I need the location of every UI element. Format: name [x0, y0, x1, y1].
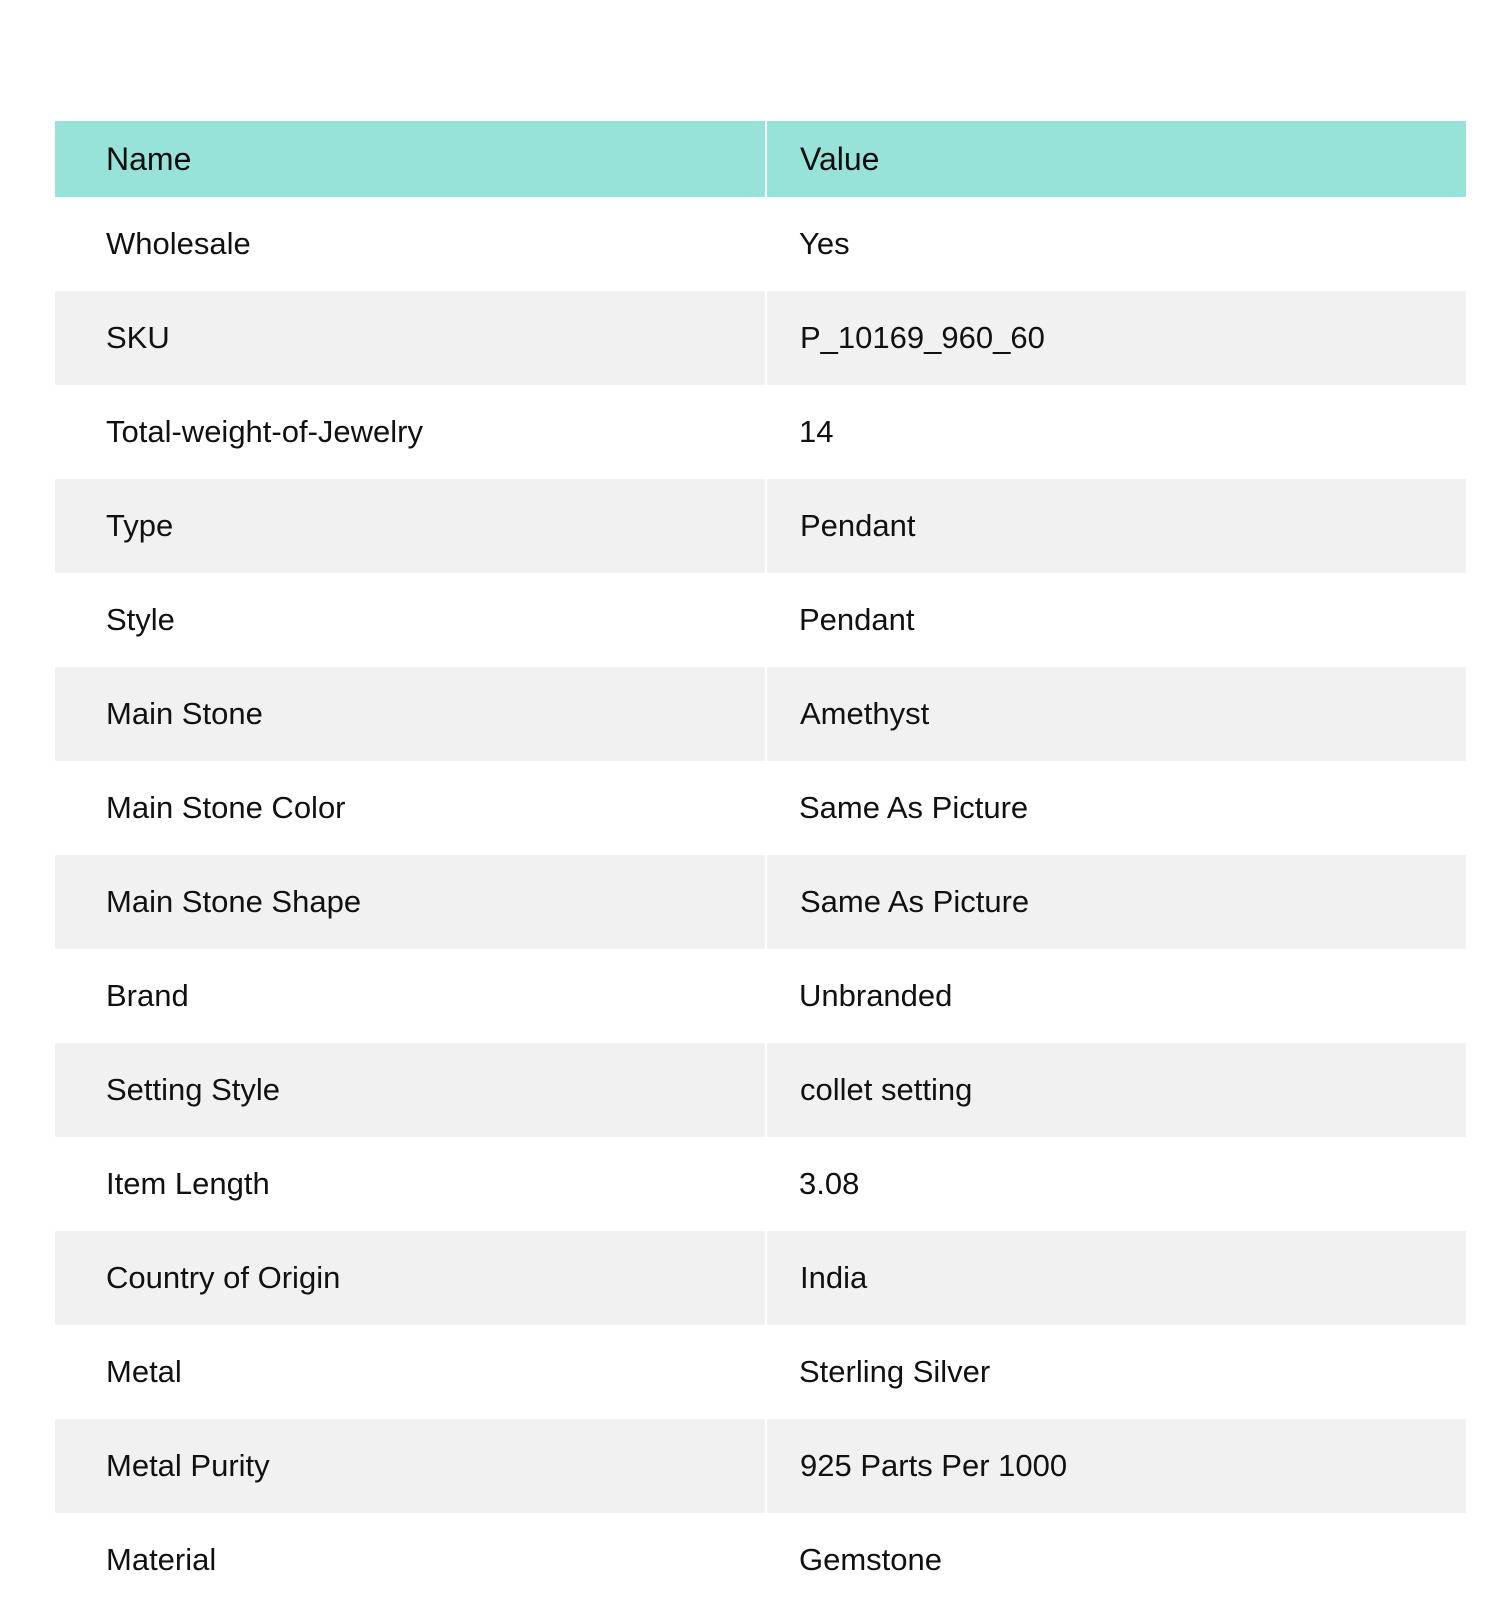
row-name: Setting Style	[106, 1072, 281, 1107]
header-name-label: Name	[106, 140, 192, 177]
table-row	[55, 1231, 1466, 1325]
row-name: Item Length	[106, 1166, 270, 1201]
row-name: Country of Origin	[106, 1260, 341, 1295]
row-value-cell	[766, 1513, 1466, 1607]
table-row	[55, 667, 1466, 761]
row-name: SKU	[106, 320, 170, 355]
row-value: Sterling Silver	[799, 1354, 991, 1389]
row-name-cell	[55, 479, 766, 573]
table-row	[55, 855, 1466, 949]
table-row	[55, 1137, 1466, 1231]
table-row	[55, 1325, 1466, 1419]
row-name-cell	[55, 385, 766, 479]
row-value-cell	[766, 291, 1466, 385]
row-value-cell	[766, 573, 1466, 667]
row-name-cell	[55, 1231, 766, 1325]
header-name	[55, 121, 766, 197]
table-row	[55, 1513, 1466, 1607]
row-name-cell	[55, 667, 766, 761]
row-value-cell	[766, 949, 1466, 1043]
row-value: Pendant	[800, 508, 916, 543]
table-row	[55, 1419, 1466, 1513]
table-row	[55, 385, 1466, 479]
header-value-label: Value	[800, 140, 880, 177]
row-value-cell	[766, 197, 1466, 291]
row-value-cell	[766, 1419, 1466, 1513]
row-value: P_10169_960_60	[800, 320, 1045, 355]
row-name: Main Stone Color	[106, 790, 346, 825]
row-name: Type	[106, 508, 174, 543]
row-value-cell	[766, 479, 1466, 573]
row-value: Yes	[799, 226, 850, 261]
header-value	[766, 121, 1466, 197]
row-name: Total-weight-of-Jewelry	[106, 414, 423, 449]
row-value-cell	[766, 1231, 1466, 1325]
row-name-cell	[55, 1137, 766, 1231]
row-value: Amethyst	[800, 696, 930, 731]
row-value: Unbranded	[799, 978, 953, 1013]
row-name-cell	[55, 1325, 766, 1419]
row-value-cell	[766, 1325, 1466, 1419]
row-name-cell	[55, 1419, 766, 1513]
row-value: 925 Parts Per 1000	[800, 1448, 1068, 1483]
row-name-cell	[55, 1043, 766, 1137]
row-value-cell	[766, 1043, 1466, 1137]
row-name-cell	[55, 1513, 766, 1607]
row-name-cell	[55, 855, 766, 949]
row-name: Main Stone	[106, 696, 263, 731]
row-value-cell	[766, 855, 1466, 949]
row-name: Metal Purity	[106, 1448, 270, 1483]
row-value: Same As Picture	[800, 884, 1030, 919]
row-name-cell	[55, 197, 766, 291]
table-row	[55, 949, 1466, 1043]
row-value: Gemstone	[799, 1542, 943, 1577]
table-row	[55, 479, 1466, 573]
table-row	[55, 761, 1466, 855]
specifications-table	[55, 121, 1466, 1607]
row-value-cell	[766, 1137, 1466, 1231]
table-row	[55, 291, 1466, 385]
row-name: Wholesale	[106, 226, 251, 261]
row-value-cell	[766, 667, 1466, 761]
row-value: India	[800, 1260, 868, 1295]
row-value-cell	[766, 761, 1466, 855]
row-value: 14	[799, 414, 834, 449]
row-name-cell	[55, 761, 766, 855]
table-header	[55, 121, 1466, 197]
row-value: 3.08	[799, 1166, 860, 1201]
table-row	[55, 197, 1466, 291]
row-name-cell	[55, 573, 766, 667]
table-row	[55, 1043, 1466, 1137]
row-name: Brand	[106, 978, 189, 1013]
row-value: collet setting	[800, 1072, 973, 1107]
header-row	[55, 121, 1466, 197]
table-row	[55, 573, 1466, 667]
row-name-cell	[55, 949, 766, 1043]
table-body	[55, 197, 1466, 1607]
row-name: Main Stone Shape	[106, 884, 362, 919]
row-value: Pendant	[799, 602, 915, 637]
row-value-cell	[766, 385, 1466, 479]
row-name: Style	[106, 602, 175, 637]
row-name: Metal	[106, 1354, 182, 1389]
row-value: Same As Picture	[799, 790, 1029, 825]
row-name-cell	[55, 291, 766, 385]
row-name: Material	[106, 1542, 217, 1577]
